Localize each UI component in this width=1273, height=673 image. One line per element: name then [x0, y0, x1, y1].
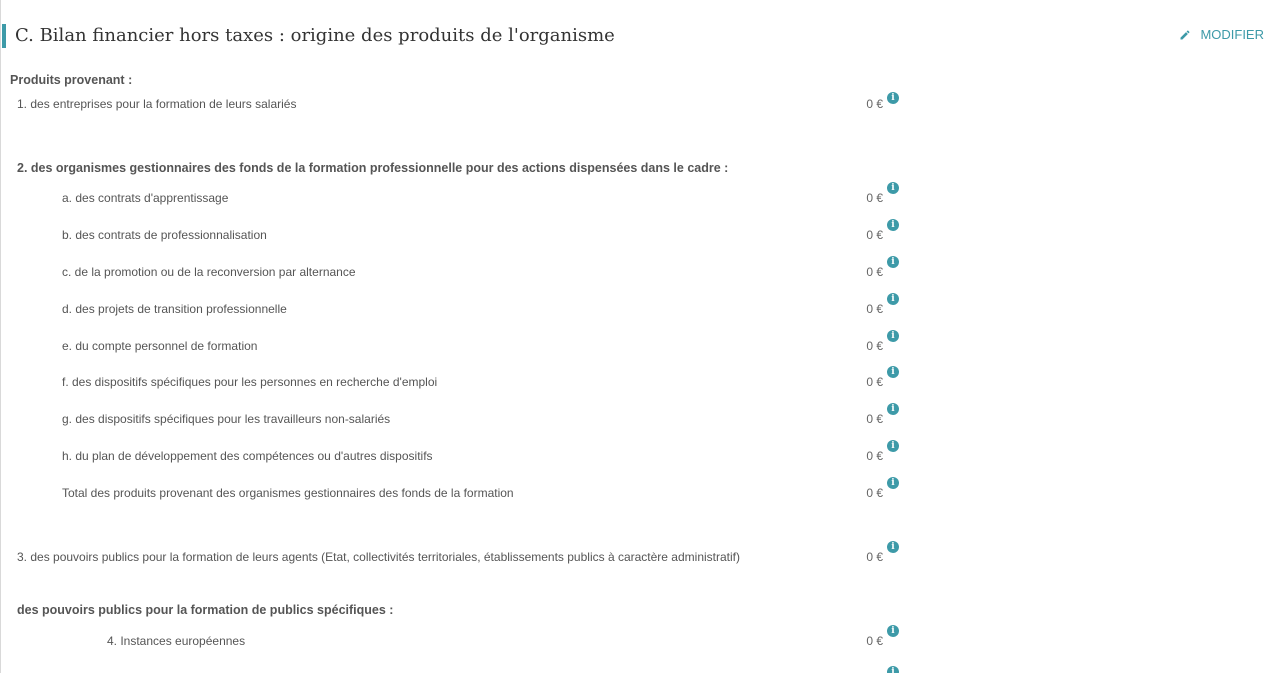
item2-subitem-value: 0 €: [866, 339, 883, 353]
info-icon[interactable]: i: [887, 92, 899, 104]
pencil-icon: [1179, 29, 1191, 41]
info-icon[interactable]: i: [887, 403, 899, 415]
item2-subitem-row: [0, 183, 920, 208]
item3-row: [0, 542, 920, 567]
item2-subitem-value: 0 €: [866, 191, 883, 205]
item2-subitem-label: h. du plan de développement des compétences ou d'autres dispositifs: [62, 449, 433, 463]
intro-label: Produits provenant :: [10, 73, 133, 87]
item1-label: 1. des entreprises pour la formation de leurs salariés: [17, 97, 297, 111]
info-icon[interactable]: i: [887, 256, 899, 268]
item2-subitem-value: 0 €: [866, 228, 883, 242]
info-icon[interactable]: i: [887, 182, 899, 194]
item2-subitem-value: 0 €: [866, 375, 883, 389]
info-icon[interactable]: i: [887, 666, 899, 673]
item3-value: 0 €: [866, 550, 883, 564]
accent-bar: [2, 24, 6, 48]
item2-subitem-label: a. des contrats d'apprentissage: [62, 191, 229, 205]
info-icon[interactable]: i: [887, 440, 899, 452]
item1-value: 0 €: [866, 97, 883, 111]
item3-label: 3. des pouvoirs publics pour la formation de leurs agents (Etat, collectivités territoriales, établissements publics à caractère administratif): [17, 550, 740, 564]
item2-subitem-row: [0, 331, 920, 356]
info-icon[interactable]: i: [887, 293, 899, 305]
item2-subitem-label: d. des projets de transition professionnelle: [62, 302, 287, 316]
item1-row: [0, 94, 920, 114]
item2-total-label: Total des produits provenant des organismes gestionnaires des fonds de la formation: [62, 486, 514, 500]
item2-subitem-label: e. du compte personnel de formation: [62, 339, 258, 353]
info-icon[interactable]: i: [887, 219, 899, 231]
item2-subitem-label: f. des dispositifs spécifiques pour les personnes en recherche d'emploi: [62, 375, 438, 389]
item2-heading-row: [0, 158, 920, 178]
section-header: [0, 22, 1273, 50]
item2-subitem-label: g. des dispositifs spécifiques pour les travailleurs non-salariés: [62, 412, 391, 426]
item2-subitem-value: 0 €: [866, 412, 883, 426]
modify-button[interactable]: [1179, 27, 1264, 42]
item2-heading: 2. des organismes gestionnaires des fonds de la formation professionnelle pour des actions dispensées dans le cadre :: [17, 161, 729, 175]
item2-subitem-value: 0 €: [866, 302, 883, 316]
item2-subitem-label: b. des contrats de professionnalisation: [62, 228, 267, 242]
info-icon[interactable]: i: [887, 477, 899, 489]
item4-label: 4. Instances européennes: [107, 634, 246, 648]
item4-value: 0 €: [866, 634, 883, 648]
item2-subitem-row: [0, 257, 920, 282]
public-heading: des pouvoirs publics pour la formation de publics spécifiques :: [17, 603, 394, 617]
modify-label: MODIFIER: [1200, 27, 1264, 42]
item4-row: [0, 626, 920, 651]
intro-row: [0, 70, 920, 90]
info-icon[interactable]: i: [887, 330, 899, 342]
section-title: C. Bilan financier hors taxes : origine des produits de l'organisme: [15, 25, 615, 46]
info-icon[interactable]: i: [887, 366, 899, 378]
item2-subitem-value: 0 €: [866, 265, 883, 279]
item2-subitem-row: [0, 441, 920, 466]
item2-subitem-row: [0, 220, 920, 245]
item2-total-value: 0 €: [866, 486, 883, 500]
item2-subitem-row: [0, 367, 920, 392]
item2-subitem-row: [0, 404, 920, 429]
item2-subitem-value: 0 €: [866, 449, 883, 463]
item2-total-row: [0, 478, 920, 503]
item2-subitem-label: c. de la promotion ou de la reconversion par alternance: [62, 265, 356, 279]
info-icon[interactable]: i: [887, 625, 899, 637]
info-icon[interactable]: i: [887, 541, 899, 553]
item2-subitem-row: [0, 294, 920, 319]
public-heading-row: [0, 600, 920, 620]
